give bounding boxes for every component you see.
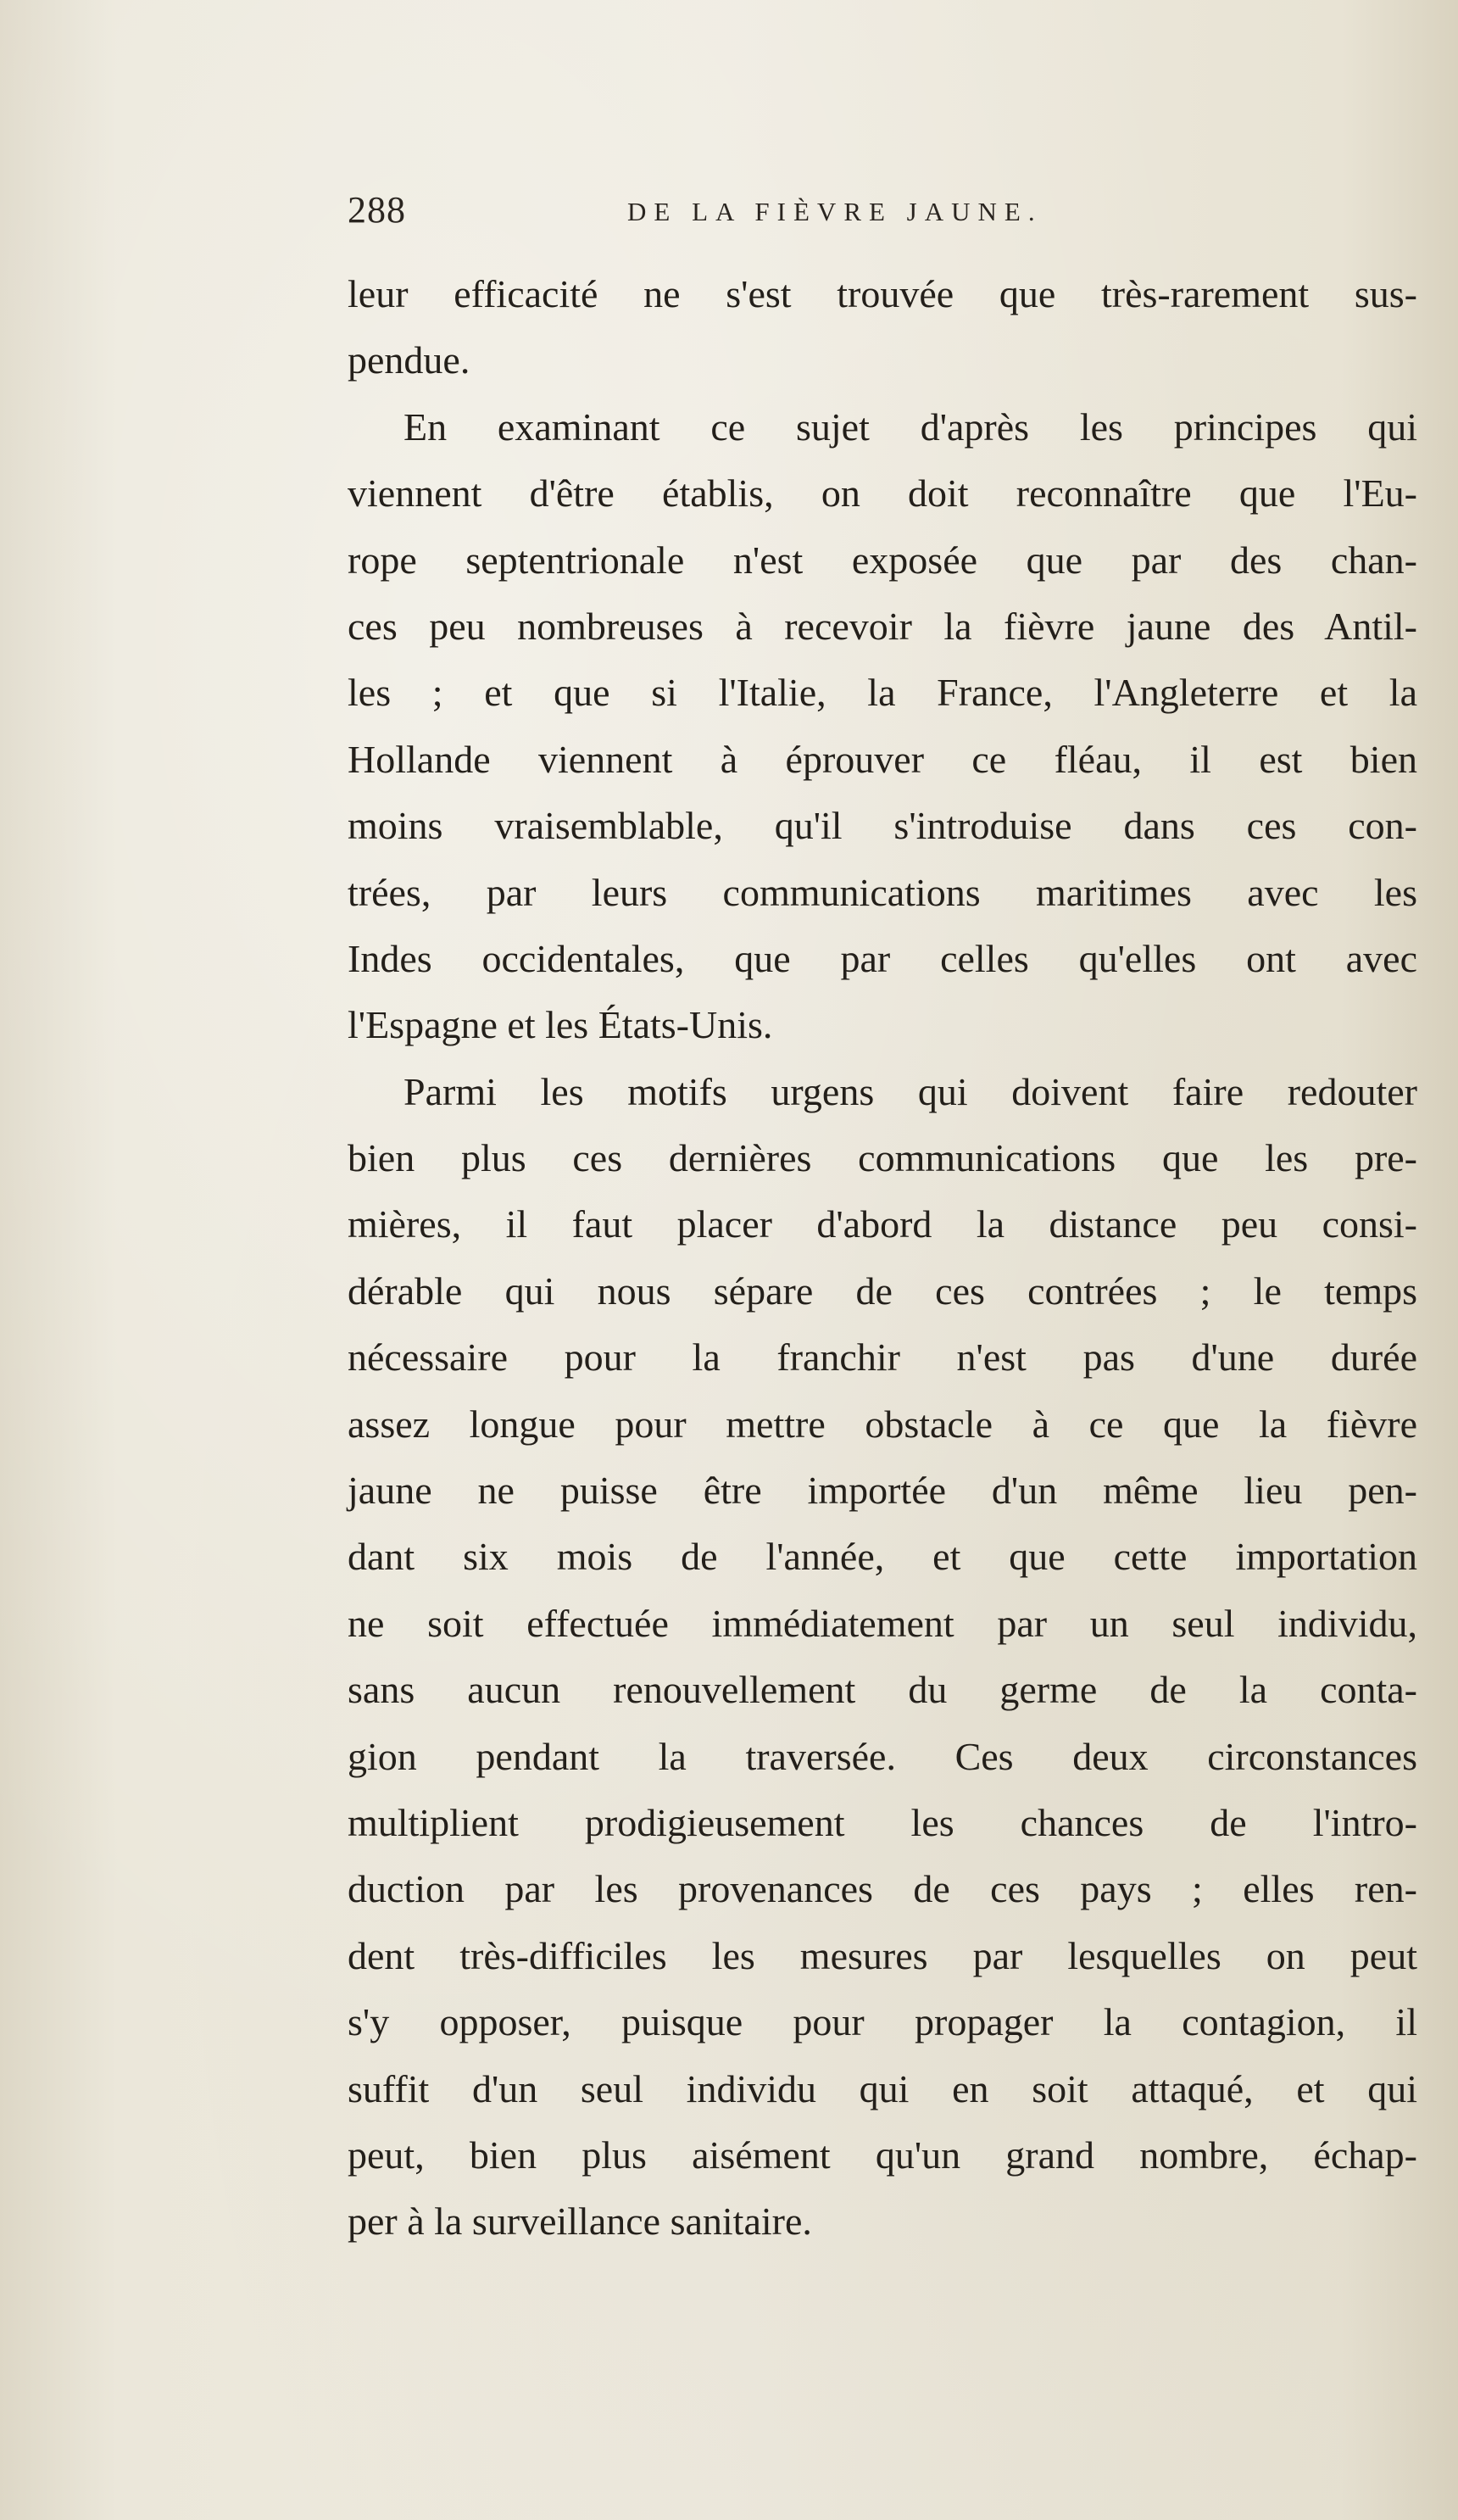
text-line: dérable qui nous sépare de ces contrées ; le temps <box>348 1268 1417 1313</box>
text-line: bien plus ces dernières communications que les pre- <box>348 1136 1417 1180</box>
paragraph-first-line: En examinant ce sujet d'après les principes qui <box>403 404 1417 449</box>
text-line: viennent d'être établis, on doit reconnaître que l'Eu- <box>348 471 1417 516</box>
text-line: ne soit effectuée immédiatement par un seul individu, <box>348 1601 1417 1645</box>
text-line: l'Espagne et les États-Unis. <box>348 1003 773 1047</box>
paragraph-first-line: Parmi les motifs urgens qui doivent faire redouter <box>403 1069 1417 1113</box>
text-line: nécessaire pour la franchir n'est pas d'une durée <box>348 1335 1417 1380</box>
running-title: DE LA FIÈVRE JAUNE. <box>627 197 1043 226</box>
text-line: dent très-difficiles les mesures par lesquelles on peut <box>348 1933 1417 1977</box>
page-header <box>348 188 1144 239</box>
text-line: s'y opposer, puisque pour propager la contagion, il <box>348 2000 1417 2044</box>
text-line: per à la surveillance sanitaire. <box>348 2199 812 2244</box>
text-line: sans aucun renouvellement du germe de la conta- <box>348 1668 1417 1712</box>
text-line: Indes occidentales, que par celles qu'elles ont avec <box>348 936 1417 980</box>
text-line: ces peu nombreuses à recevoir la fièvre jaune des Antil- <box>348 604 1417 648</box>
text-line: suffit d'un seul individu qui en soit attaqué, et qui <box>348 2066 1417 2110</box>
text-line: assez longue pour mettre obstacle à ce que la fièvre <box>348 1402 1417 1446</box>
text-line: trées, par leurs communications maritimes avec les <box>348 870 1417 914</box>
text-line: moins vraisemblable, qu'il s'introduise dans ces con- <box>348 804 1417 848</box>
text-line: peut, bien plus aisément qu'un grand nombre, échap- <box>348 2133 1417 2177</box>
body-text <box>348 261 1417 2255</box>
text-line: mières, il faut placer d'abord la distance peu consi- <box>348 1202 1417 1246</box>
text-line: gion pendant la traversée. Ces deux circonstances <box>348 1734 1417 1778</box>
text-line: rope septentrionale n'est exposée que par des chan- <box>348 538 1417 582</box>
text-line: jaune ne puisse être importée d'un même lieu pen- <box>348 1469 1417 1513</box>
page-number: 288 <box>348 189 406 231</box>
text-line: les ; et que si l'Italie, la France, l'Angleterre et la <box>348 671 1417 715</box>
text-line: dant six mois de l'année, et que cette importation <box>348 1535 1417 1579</box>
text-line: leur efficacité ne s'est trouvée que très-rarement sus- <box>348 272 1417 315</box>
text-line: duction par les provenances de ces pays ; elles ren- <box>348 1867 1417 1911</box>
text-line: Hollande viennent à éprouver ce fléau, il est bien <box>348 737 1417 781</box>
text-line: multiplient prodigieusement les chances de l'intro- <box>348 1800 1417 1844</box>
text-line: pendue. <box>348 338 470 382</box>
